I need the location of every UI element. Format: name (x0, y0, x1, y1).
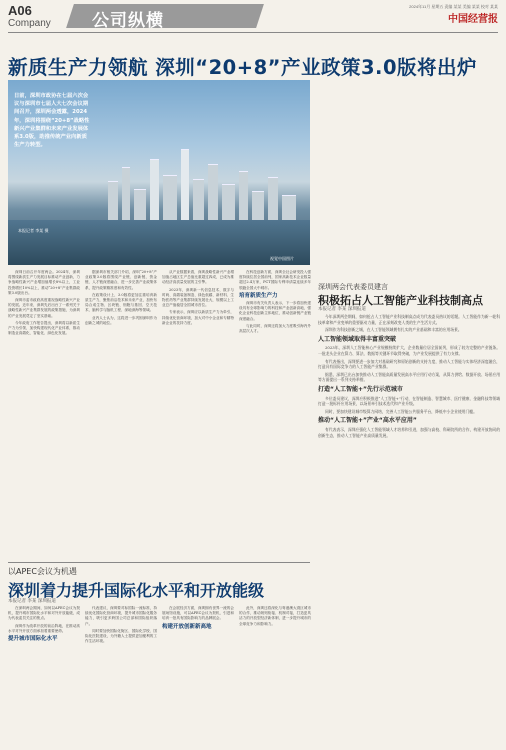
paragraph: 与此同时，深圳还将加大力度吸引海内外高层次人才。 (239, 323, 311, 334)
bottom-article-byline: 本报记者 李某 深圳报道 (8, 599, 56, 604)
section-title: 公司纵横 (92, 11, 164, 30)
lead-paragraph: 日前，深圳市政协在七届六次会议与深圳市七届人大七次会议期间召开，深圳两会透露，2024年，深圳将围绕“20+8”战略性新兴产业集群和未来产业发展体系3.0版，助推传统产业向新质生产力转型。 (14, 93, 90, 149)
paragraph: 2023年，深圳人工智能核心产业规模持续扩大，企业数量位居全国前列，形成了较为完整的产业链条。一批龙头企业在算力、算法、数据等关键环节取得突破，为产业发展提供了有力支撑。 (318, 345, 500, 356)
paragraph: 同时要加快国际化街区、国际化学校、国际化医院建设，为外籍人士提供更加便利的工作生活环境。 (85, 628, 157, 644)
bottom-column-1 (8, 606, 80, 746)
photo-caption: 视觉中国图片 (270, 256, 294, 261)
subheading: 提升城市国际化水平 (8, 636, 58, 643)
paragraph: 业内人士认为，这将进一步巩固深圳作为创新之城的地位。 (85, 315, 157, 325)
right-article-kicker: 深圳两会代表委员建言 (318, 283, 388, 291)
paragraph: 多位委员建议，深圳应积极推进“人工智能+”行动，在智能制造、智慧城市、医疗健康、金融科技等领域打造一批标杆应用场景，以场景牵引技术迭代和产业升级。 (318, 395, 500, 407)
paragraph: 在科技创新方面，深圳全社会研发投入强度持续位居全国前列，国家高新技术企业数量超过2.4万家，PCT国际专利申请量连续多年领跑全国大中城市。 (239, 270, 311, 290)
paragraph: 在政策设计上，3.0版将更加注重培育新质生产力，聚焦前沿技术和未来产业，加快布局合成生物、区块链、细胞与基因、空天技术、脑科学与脑机工程、深地深海等领域。 (85, 292, 157, 313)
paragraph: 有代表表示，深圳应强化人工智能领域人才培养和引进，加强与高校、科研院所的合作，构建开放协同的创新生态，推动人工智能产业高质量发展。 (318, 426, 500, 438)
right-article-title: 积极拓占人工智能产业科技制高点 (318, 294, 483, 307)
issue-meta: 2024年11月 星期五 责编 某某 美编 某某 校对 某某 (409, 4, 498, 9)
paragraph: 从产业数据来看，深圳战略性新兴产业增加值占地区生产总值比重超过四成，已成为推动经济高质量发展的主引擎。 (162, 270, 234, 285)
subheading: 打造“人工智能+”先行示范城市 (318, 385, 403, 393)
paragraph: 有代表指出，深圳要进一步加大对基础研究和原始创新的支持力度，推动人工智能与实体经济深度融合，打造具有国际竞争力的人工智能产业集群。 (318, 358, 500, 370)
bottom-article-rule (8, 562, 310, 563)
bottom-column-3 (162, 606, 234, 746)
paragraph: 同时，要加快建设城市级算力网络，完善人工智能公共服务平台，降低中小企业使用门槛。 (325, 408, 477, 414)
paragraph: 今年政府工作报告提出，深圳将以新质生产力为引领，加快构建现代化产业体系，推动制造业高端化、智能化、绿色化发展。 (8, 320, 80, 336)
paragraph: 深圳日前召开年度两会。2024年，深圳将围绕新质生产力发展目标推动产业创新，力争战略性新兴产业增加值增长8%以上，工业投资增长10%以上，推动“20+8”产业集群政策3.0版出台。 (8, 270, 80, 295)
subheading: 人工智能领域取得丰富重突破 (318, 335, 397, 343)
paragraph: 代表建议，深圳要对标国际一流标准，持续优化国际化营商环境，提升城市国际化服务能力，吸引更多跨国公司总部和国际组织落户。 (85, 606, 157, 626)
paragraph: 此外，深圳还将深化与粤港澳大湾区城市的合作，推动规则衔接、机制对接，打造更具活力的开放型经济新体制，进一步提升城市的全球竞争力和影响力。 (239, 606, 311, 626)
right-article-byline: 本报记者 李某 深圳报道 (318, 307, 366, 312)
paragraph: 深圳市有关负责人表示，下一步将加快建设具有全球影响力的科技和产业创新高地，强化企业科技创新主体地位，推动创新链产业链深度融合。 (239, 301, 311, 321)
subheading: 构建开放创新新高地 (162, 623, 212, 630)
right-article-body (318, 314, 500, 750)
paragraph: 今年深圳两会期间，如何抢占人工智能产业科技制高点成为代表委员热议的话题。人工智能作为新一轮科技革命和产业变革的重要驱动力量，正在深刻改变人类的生产生活方式。 (318, 314, 500, 325)
main-column-4 (239, 270, 311, 560)
main-headline: 新质生产力领航 深圳“20+8”产业政策3.0版将出炉 (8, 56, 478, 79)
bottom-column-2 (85, 606, 157, 746)
paragraph: 深圳作为改革开放的前沿阵地，在推动高水平对外开放方面承担着重要使命。 (8, 623, 80, 633)
main-column-3 (162, 270, 234, 560)
paragraph: 在会展经济方面，深圳拥有世界一流的会展场馆设施，可以APEC会议为契机，引进和培育一批具有国际影响力的品牌展会。 (162, 606, 234, 621)
paragraph: 2023年，深圳新一代信息技术、数字与时尚、高端装备制造、绿色低碳、新材料、生物医药等产业集群持续发展壮大，规模以上工业总产值稳居全国城市首位。 (162, 287, 234, 308)
newspaper-brand: 中国经营报 (448, 14, 498, 25)
photo-credit: 本报记者 李某 摄 (18, 228, 49, 233)
section-en: Company (8, 18, 51, 29)
paragraph: 在深圳两会期间，如何以APEC会议为契机，提升城市国际化水平和对外开放能级，成为代表委员关注的焦点。 (8, 606, 80, 621)
page-header-right (409, 4, 498, 25)
header-rule (8, 32, 498, 33)
paragraph: 据悉，深圳已出台加快推动人工智能高质量发展高水平应用行动方案，从算力供给、数据开放、场景应用等方面提出一系列支持举措。 (318, 371, 500, 383)
main-column-1 (8, 270, 80, 560)
page-header-left (8, 4, 68, 29)
main-column-2 (85, 270, 157, 560)
subheading: 推动“人工智能+”产业“高水平应用” (318, 417, 417, 425)
bottom-column-4 (239, 606, 311, 746)
page-number: A06 (8, 3, 32, 18)
bottom-article-title: 深圳着力提升国际化水平和开放能级 (8, 581, 265, 600)
paragraph: 深圳作为科技创新之城，在人工智能领域拥有扎实的产业基础和丰富的应用场景。 (325, 327, 462, 333)
paragraph: 专家表示，深圳应以新质生产力为牵引，持续优化营商环境，加大对中小企业和专精特新企业的扶持力度。 (162, 310, 234, 325)
paragraph: 据深圳市相关部门介绍，深圳“20+8”产业政策3.0版将围绕产业链、创新链、资金链、人才链深度融合，进一步完善产业政策体系，提升政策精准度和有效性。 (85, 270, 157, 290)
paragraph: 深圳市委市政府高度重视战略性新兴产业的发展。近年来，深圳先后出台了一系列关于战略性新兴产业集群发展的政策措施，为深圳的产业发展奠定了坚实基础。 (8, 298, 80, 318)
bottom-article-kicker: 以APEC会议为机遇 (8, 567, 77, 576)
subheading: 培育新质生产力 (239, 292, 278, 299)
